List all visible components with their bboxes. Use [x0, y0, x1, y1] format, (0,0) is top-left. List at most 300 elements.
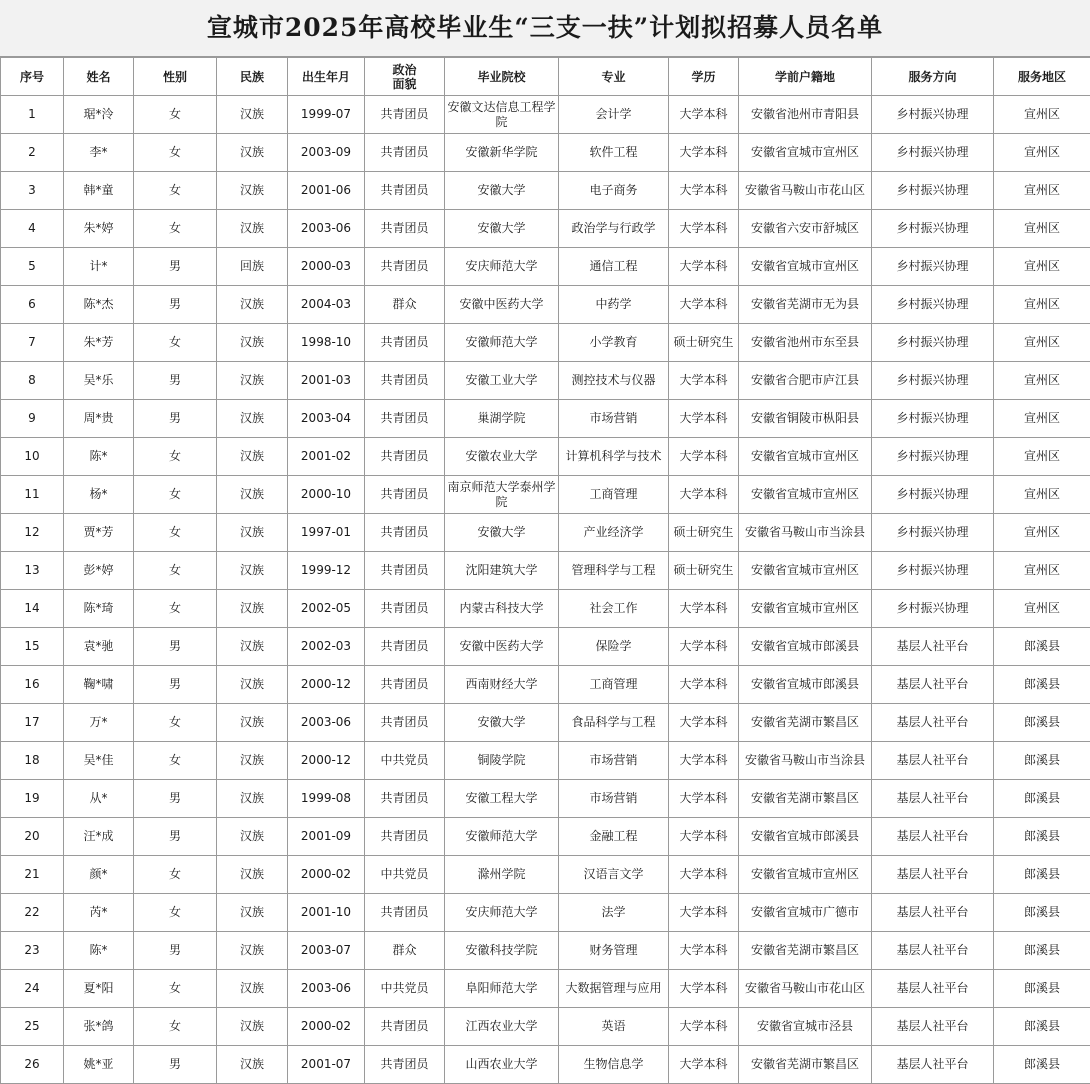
col-major-cell: 通信工程 [559, 248, 669, 286]
col-gender-cell: 男 [134, 628, 217, 666]
table-row [1, 628, 1090, 666]
col-major-cell: 政治学与行政学 [559, 210, 669, 248]
col-gender-cell: 女 [134, 210, 217, 248]
col-ethnicity-cell: 汉族 [217, 856, 288, 894]
col-gender-cell: 女 [134, 514, 217, 552]
col-name-cell: 万* [64, 704, 134, 742]
col-service-direction-cell: 基层人社平台 [872, 1008, 994, 1046]
col-political-cell: 共青团员 [365, 552, 445, 590]
col-gender-cell: 男 [134, 932, 217, 970]
col-service-direction-cell: 基层人社平台 [872, 780, 994, 818]
col-domicile-cell: 安徽省宣城市宣州区 [739, 552, 872, 590]
col-degree-cell: 大学本科 [669, 932, 739, 970]
col-name-cell: 吴*佳 [64, 742, 134, 780]
col-service-area-cell: 郎溪县 [994, 1008, 1090, 1046]
col-seq-cell: 22 [1, 894, 64, 932]
col-ethnicity-cell: 汉族 [217, 400, 288, 438]
col-birth-cell: 2003-09 [288, 134, 365, 172]
col-seq-cell: 15 [1, 628, 64, 666]
col-ethnicity-cell: 汉族 [217, 932, 288, 970]
col-name-cell: 朱*芳 [64, 324, 134, 362]
col-school-cell: 安庆师范大学 [445, 894, 559, 932]
col-birth-cell: 2002-03 [288, 628, 365, 666]
table-row [1, 476, 1090, 514]
col-political-cell: 共青团员 [365, 362, 445, 400]
col-service-area-cell: 宣州区 [994, 362, 1090, 400]
col-school-cell: 安徽中医药大学 [445, 286, 559, 324]
col-seq-cell: 14 [1, 590, 64, 628]
col-gender-cell: 女 [134, 96, 217, 134]
col-birth-cell: 1997-01 [288, 514, 365, 552]
col-school-cell: 安徽师范大学 [445, 324, 559, 362]
col-name-cell: 朱*婷 [64, 210, 134, 248]
header-col-school: 毕业院校 [445, 58, 559, 96]
col-ethnicity-cell: 汉族 [217, 704, 288, 742]
col-service-direction-cell: 基层人社平台 [872, 894, 994, 932]
col-service-area-cell: 郎溪县 [994, 856, 1090, 894]
col-ethnicity-cell: 汉族 [217, 628, 288, 666]
col-service-area-cell: 郎溪县 [994, 666, 1090, 704]
col-major-cell: 社会工作 [559, 590, 669, 628]
col-degree-cell: 大学本科 [669, 438, 739, 476]
col-service-area-cell: 郎溪县 [994, 1046, 1090, 1084]
col-gender-cell: 女 [134, 742, 217, 780]
col-political-cell: 共青团员 [365, 1046, 445, 1084]
col-birth-cell: 2001-06 [288, 172, 365, 210]
col-domicile-cell: 安徽省宣城市郎溪县 [739, 628, 872, 666]
col-major-cell: 市场营销 [559, 780, 669, 818]
col-ethnicity-cell: 汉族 [217, 362, 288, 400]
col-gender-cell: 男 [134, 400, 217, 438]
col-birth-cell: 2001-03 [288, 362, 365, 400]
col-political-cell: 共青团员 [365, 590, 445, 628]
col-birth-cell: 2000-02 [288, 856, 365, 894]
col-school-cell: 安徽大学 [445, 172, 559, 210]
col-ethnicity-cell: 汉族 [217, 134, 288, 172]
col-birth-cell: 2000-02 [288, 1008, 365, 1046]
col-gender-cell: 女 [134, 894, 217, 932]
col-major-cell: 中药学 [559, 286, 669, 324]
header-col-domicile: 学前户籍地 [739, 58, 872, 96]
col-service-direction-cell: 乡村振兴协理 [872, 210, 994, 248]
col-degree-cell: 大学本科 [669, 400, 739, 438]
table-row [1, 248, 1090, 286]
col-political-cell: 共青团员 [365, 400, 445, 438]
col-birth-cell: 2003-06 [288, 704, 365, 742]
col-service-area-cell: 郎溪县 [994, 818, 1090, 856]
col-seq-cell: 11 [1, 476, 64, 514]
col-birth-cell: 2003-06 [288, 210, 365, 248]
col-degree-cell: 大学本科 [669, 590, 739, 628]
col-degree-cell: 大学本科 [669, 780, 739, 818]
col-service-area-cell: 郎溪县 [994, 932, 1090, 970]
col-political-cell: 共青团员 [365, 628, 445, 666]
col-service-area-cell: 郎溪县 [994, 894, 1090, 932]
col-major-cell: 会计学 [559, 96, 669, 134]
col-degree-cell: 大学本科 [669, 856, 739, 894]
col-ethnicity-cell: 汉族 [217, 1008, 288, 1046]
col-school-cell: 南京师范大学泰州学院 [445, 476, 559, 514]
col-school-cell: 阜阳师范大学 [445, 970, 559, 1008]
col-gender-cell: 女 [134, 1008, 217, 1046]
col-service-direction-cell: 乡村振兴协理 [872, 96, 994, 134]
header-col-name: 姓名 [64, 58, 134, 96]
col-name-cell: 吴*乐 [64, 362, 134, 400]
col-seq-cell: 4 [1, 210, 64, 248]
col-birth-cell: 2000-12 [288, 742, 365, 780]
col-domicile-cell: 安徽省芜湖市繁昌区 [739, 932, 872, 970]
col-school-cell: 安徽农业大学 [445, 438, 559, 476]
col-major-cell: 工商管理 [559, 666, 669, 704]
col-school-cell: 滁州学院 [445, 856, 559, 894]
col-school-cell: 安徽工程大学 [445, 780, 559, 818]
col-political-cell: 共青团员 [365, 210, 445, 248]
col-birth-cell: 2000-03 [288, 248, 365, 286]
col-political-cell: 共青团员 [365, 96, 445, 134]
col-name-cell: 陈* [64, 932, 134, 970]
col-service-direction-cell: 基层人社平台 [872, 704, 994, 742]
col-degree-cell: 大学本科 [669, 1008, 739, 1046]
col-political-cell: 群众 [365, 932, 445, 970]
col-gender-cell: 女 [134, 134, 217, 172]
col-service-direction-cell: 基层人社平台 [872, 818, 994, 856]
col-name-cell: 李* [64, 134, 134, 172]
col-political-cell: 中共党员 [365, 742, 445, 780]
col-ethnicity-cell: 汉族 [217, 210, 288, 248]
col-ethnicity-cell: 汉族 [217, 1046, 288, 1084]
col-service-direction-cell: 基层人社平台 [872, 856, 994, 894]
col-name-cell: 姚*亚 [64, 1046, 134, 1084]
col-service-area-cell: 宣州区 [994, 476, 1090, 514]
table-row [1, 438, 1090, 476]
col-ethnicity-cell: 汉族 [217, 286, 288, 324]
table-row [1, 590, 1090, 628]
col-degree-cell: 大学本科 [669, 894, 739, 932]
col-service-area-cell: 宣州区 [994, 400, 1090, 438]
col-birth-cell: 1999-08 [288, 780, 365, 818]
table-row [1, 1046, 1090, 1084]
col-ethnicity-cell: 汉族 [217, 894, 288, 932]
col-ethnicity-cell: 汉族 [217, 172, 288, 210]
col-domicile-cell: 安徽省宣城市宣州区 [739, 856, 872, 894]
col-name-cell: 袁*驰 [64, 628, 134, 666]
header-col-degree: 学历 [669, 58, 739, 96]
col-birth-cell: 2000-10 [288, 476, 365, 514]
col-service-direction-cell: 乡村振兴协理 [872, 362, 994, 400]
table-row [1, 286, 1090, 324]
table-row [1, 970, 1090, 1008]
col-service-direction-cell: 基层人社平台 [872, 628, 994, 666]
col-service-area-cell: 宣州区 [994, 248, 1090, 286]
col-political-cell: 共青团员 [365, 780, 445, 818]
col-name-cell: 颜* [64, 856, 134, 894]
col-political-cell: 共青团员 [365, 248, 445, 286]
col-domicile-cell: 安徽省宣城市宣州区 [739, 590, 872, 628]
col-birth-cell: 1999-12 [288, 552, 365, 590]
col-gender-cell: 女 [134, 324, 217, 362]
col-gender-cell: 女 [134, 552, 217, 590]
col-domicile-cell: 安徽省宣城市广德市 [739, 894, 872, 932]
col-name-cell: 贾*芳 [64, 514, 134, 552]
table-row [1, 96, 1090, 134]
col-service-direction-cell: 基层人社平台 [872, 742, 994, 780]
col-degree-cell: 大学本科 [669, 742, 739, 780]
col-service-area-cell: 郎溪县 [994, 742, 1090, 780]
col-seq-cell: 2 [1, 134, 64, 172]
col-seq-cell: 26 [1, 1046, 64, 1084]
table-row [1, 172, 1090, 210]
col-service-area-cell: 郎溪县 [994, 970, 1090, 1008]
header-col-ethnicity: 民族 [217, 58, 288, 96]
col-major-cell: 电子商务 [559, 172, 669, 210]
col-domicile-cell: 安徽省芜湖市繁昌区 [739, 704, 872, 742]
table-row [1, 1008, 1090, 1046]
col-political-cell: 共青团员 [365, 1008, 445, 1046]
col-name-cell: 韩*童 [64, 172, 134, 210]
col-name-cell: 张*鸽 [64, 1008, 134, 1046]
col-major-cell: 汉语言文学 [559, 856, 669, 894]
col-name-cell: 陈*杰 [64, 286, 134, 324]
col-degree-cell: 大学本科 [669, 362, 739, 400]
col-school-cell: 安徽大学 [445, 704, 559, 742]
col-political-cell: 共青团员 [365, 704, 445, 742]
table-row [1, 552, 1090, 590]
col-service-direction-cell: 乡村振兴协理 [872, 172, 994, 210]
col-school-cell: 山西农业大学 [445, 1046, 559, 1084]
col-degree-cell: 大学本科 [669, 96, 739, 134]
col-birth-cell: 2001-10 [288, 894, 365, 932]
col-service-area-cell: 郎溪县 [994, 628, 1090, 666]
col-gender-cell: 女 [134, 704, 217, 742]
col-domicile-cell: 安徽省芜湖市繁昌区 [739, 1046, 872, 1084]
col-degree-cell: 大学本科 [669, 248, 739, 286]
col-school-cell: 安徽科技学院 [445, 932, 559, 970]
col-political-cell: 共青团员 [365, 514, 445, 552]
col-gender-cell: 男 [134, 286, 217, 324]
col-name-cell: 杨* [64, 476, 134, 514]
col-major-cell: 金融工程 [559, 818, 669, 856]
col-major-cell: 市场营销 [559, 400, 669, 438]
col-seq-cell: 23 [1, 932, 64, 970]
col-political-cell: 共青团员 [365, 818, 445, 856]
col-domicile-cell: 安徽省马鞍山市花山区 [739, 970, 872, 1008]
col-major-cell: 产业经济学 [559, 514, 669, 552]
col-ethnicity-cell: 汉族 [217, 970, 288, 1008]
col-degree-cell: 大学本科 [669, 818, 739, 856]
col-gender-cell: 男 [134, 666, 217, 704]
col-major-cell: 食品科学与工程 [559, 704, 669, 742]
col-service-direction-cell: 乡村振兴协理 [872, 286, 994, 324]
col-seq-cell: 12 [1, 514, 64, 552]
col-degree-cell: 大学本科 [669, 286, 739, 324]
col-degree-cell: 大学本科 [669, 210, 739, 248]
col-birth-cell: 2003-04 [288, 400, 365, 438]
col-service-direction-cell: 基层人社平台 [872, 932, 994, 970]
col-domicile-cell: 安徽省宣城市宣州区 [739, 438, 872, 476]
col-seq-cell: 8 [1, 362, 64, 400]
col-domicile-cell: 安徽省合肥市庐江县 [739, 362, 872, 400]
col-degree-cell: 大学本科 [669, 476, 739, 514]
col-seq-cell: 20 [1, 818, 64, 856]
col-name-cell: 汪*成 [64, 818, 134, 856]
col-seq-cell: 5 [1, 248, 64, 286]
col-service-area-cell: 宣州区 [994, 438, 1090, 476]
col-domicile-cell: 安徽省马鞍山市当涂县 [739, 742, 872, 780]
col-seq-cell: 13 [1, 552, 64, 590]
col-service-direction-cell: 乡村振兴协理 [872, 590, 994, 628]
col-major-cell: 财务管理 [559, 932, 669, 970]
table-row [1, 400, 1090, 438]
table-row [1, 704, 1090, 742]
col-seq-cell: 21 [1, 856, 64, 894]
col-service-area-cell: 宣州区 [994, 172, 1090, 210]
col-birth-cell: 1998-10 [288, 324, 365, 362]
col-seq-cell: 7 [1, 324, 64, 362]
col-seq-cell: 3 [1, 172, 64, 210]
col-school-cell: 安庆师范大学 [445, 248, 559, 286]
col-seq-cell: 9 [1, 400, 64, 438]
col-gender-cell: 男 [134, 1046, 217, 1084]
col-school-cell: 内蒙古科技大学 [445, 590, 559, 628]
col-school-cell: 安徽大学 [445, 210, 559, 248]
col-gender-cell: 男 [134, 362, 217, 400]
table-row [1, 818, 1090, 856]
col-domicile-cell: 安徽省宣城市宣州区 [739, 248, 872, 286]
col-domicile-cell: 安徽省宣城市郎溪县 [739, 666, 872, 704]
col-domicile-cell: 安徽省芜湖市繁昌区 [739, 780, 872, 818]
col-birth-cell: 2003-07 [288, 932, 365, 970]
col-service-direction-cell: 乡村振兴协理 [872, 476, 994, 514]
col-gender-cell: 女 [134, 590, 217, 628]
col-gender-cell: 女 [134, 476, 217, 514]
col-ethnicity-cell: 汉族 [217, 552, 288, 590]
col-domicile-cell: 安徽省铜陵市枞阳县 [739, 400, 872, 438]
col-school-cell: 沈阳建筑大学 [445, 552, 559, 590]
col-domicile-cell: 安徽省马鞍山市花山区 [739, 172, 872, 210]
col-service-direction-cell: 基层人社平台 [872, 666, 994, 704]
col-domicile-cell: 安徽省宣城市郎溪县 [739, 818, 872, 856]
col-domicile-cell: 安徽省宣城市宣州区 [739, 134, 872, 172]
col-major-cell: 管理科学与工程 [559, 552, 669, 590]
col-service-area-cell: 宣州区 [994, 210, 1090, 248]
col-ethnicity-cell: 汉族 [217, 780, 288, 818]
col-political-cell: 共青团员 [365, 438, 445, 476]
col-domicile-cell: 安徽省池州市青阳县 [739, 96, 872, 134]
col-service-area-cell: 宣州区 [994, 324, 1090, 362]
table-body [1, 96, 1090, 1084]
col-birth-cell: 2002-05 [288, 590, 365, 628]
col-service-direction-cell: 乡村振兴协理 [872, 438, 994, 476]
col-political-cell: 共青团员 [365, 134, 445, 172]
col-domicile-cell: 安徽省池州市东至县 [739, 324, 872, 362]
table-row [1, 362, 1090, 400]
col-gender-cell: 男 [134, 248, 217, 286]
table-row [1, 210, 1090, 248]
col-birth-cell: 2004-03 [288, 286, 365, 324]
table-row [1, 324, 1090, 362]
col-domicile-cell: 安徽省马鞍山市当涂县 [739, 514, 872, 552]
col-ethnicity-cell: 汉族 [217, 666, 288, 704]
col-ethnicity-cell: 汉族 [217, 514, 288, 552]
col-service-direction-cell: 乡村振兴协理 [872, 552, 994, 590]
header-col-major: 专业 [559, 58, 669, 96]
col-seq-cell: 19 [1, 780, 64, 818]
col-gender-cell: 男 [134, 780, 217, 818]
col-school-cell: 安徽文达信息工程学院 [445, 96, 559, 134]
col-seq-cell: 17 [1, 704, 64, 742]
col-name-cell: 周*贵 [64, 400, 134, 438]
col-birth-cell: 2000-12 [288, 666, 365, 704]
col-seq-cell: 24 [1, 970, 64, 1008]
col-ethnicity-cell: 汉族 [217, 742, 288, 780]
col-name-cell: 彭*婷 [64, 552, 134, 590]
col-degree-cell: 大学本科 [669, 704, 739, 742]
col-service-direction-cell: 乡村振兴协理 [872, 514, 994, 552]
col-service-area-cell: 宣州区 [994, 96, 1090, 134]
col-service-direction-cell: 基层人社平台 [872, 970, 994, 1008]
col-seq-cell: 25 [1, 1008, 64, 1046]
col-service-direction-cell: 乡村振兴协理 [872, 134, 994, 172]
table-header [1, 58, 1090, 96]
col-service-direction-cell: 基层人社平台 [872, 1046, 994, 1084]
col-seq-cell: 16 [1, 666, 64, 704]
col-domicile-cell: 安徽省六安市舒城区 [739, 210, 872, 248]
col-name-cell: 夏*阳 [64, 970, 134, 1008]
col-seq-cell: 6 [1, 286, 64, 324]
col-birth-cell: 1999-07 [288, 96, 365, 134]
table-row [1, 856, 1090, 894]
document-title: 宣城市2025年高校毕业生“三支一扶”计划拟招募人员名单 [0, 0, 1090, 57]
col-service-area-cell: 郎溪县 [994, 704, 1090, 742]
col-ethnicity-cell: 回族 [217, 248, 288, 286]
col-school-cell: 巢湖学院 [445, 400, 559, 438]
col-degree-cell: 大学本科 [669, 134, 739, 172]
recruit-table [0, 57, 1090, 1084]
col-gender-cell: 女 [134, 970, 217, 1008]
col-seq-cell: 1 [1, 96, 64, 134]
col-political-cell: 共青团员 [365, 894, 445, 932]
col-seq-cell: 18 [1, 742, 64, 780]
col-major-cell: 测控技术与仪器 [559, 362, 669, 400]
col-major-cell: 英语 [559, 1008, 669, 1046]
col-gender-cell: 女 [134, 856, 217, 894]
col-major-cell: 工商管理 [559, 476, 669, 514]
header-col-political: 政治 面貌 [365, 58, 445, 96]
col-service-area-cell: 宣州区 [994, 590, 1090, 628]
col-service-area-cell: 宣州区 [994, 134, 1090, 172]
col-birth-cell: 2001-09 [288, 818, 365, 856]
header-col-seq: 序号 [1, 58, 64, 96]
col-name-cell: 琚*泠 [64, 96, 134, 134]
col-service-area-cell: 宣州区 [994, 286, 1090, 324]
col-degree-cell: 大学本科 [669, 628, 739, 666]
col-school-cell: 江西农业大学 [445, 1008, 559, 1046]
table-row [1, 932, 1090, 970]
col-school-cell: 安徽大学 [445, 514, 559, 552]
col-major-cell: 法学 [559, 894, 669, 932]
col-seq-cell: 10 [1, 438, 64, 476]
col-school-cell: 安徽师范大学 [445, 818, 559, 856]
col-domicile-cell: 安徽省宣城市宣州区 [739, 476, 872, 514]
col-ethnicity-cell: 汉族 [217, 590, 288, 628]
col-major-cell: 生物信息学 [559, 1046, 669, 1084]
col-service-area-cell: 宣州区 [994, 514, 1090, 552]
header-row [1, 58, 1090, 96]
col-degree-cell: 大学本科 [669, 970, 739, 1008]
header-col-gender: 性别 [134, 58, 217, 96]
col-political-cell: 共青团员 [365, 324, 445, 362]
header-col-birth: 出生年月 [288, 58, 365, 96]
